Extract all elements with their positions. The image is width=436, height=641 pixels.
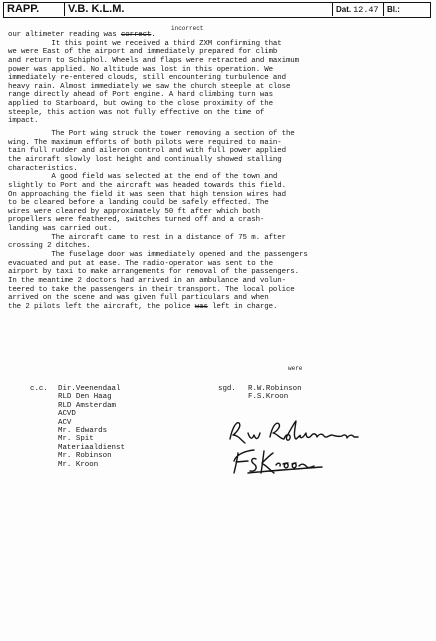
text-line (8, 303, 432, 312)
signatory (218, 385, 302, 393)
text-line (8, 91, 432, 100)
cc-recipient (30, 385, 125, 393)
signatory-name: R.W.Robinson (248, 385, 302, 393)
line-text: to be cleared before a landing could be safely effected. The (8, 199, 269, 208)
cc-recipients (30, 385, 125, 469)
page-field (383, 3, 429, 16)
line-text: airport by taxi to make arrangements for removal of the passengers. (8, 268, 299, 277)
line-text-after: left in charge. (207, 302, 278, 311)
line-text: characteristics. (8, 164, 78, 173)
cc-recipient (30, 444, 125, 452)
line-text: wing. The maximum efforts of both pilots were required to main- (8, 138, 282, 147)
cc-recipient (30, 435, 125, 443)
date-label: Dat. (336, 5, 352, 14)
signatory-name: F.S.Kroon (248, 393, 289, 402)
line-text: landing was carried out. (8, 225, 113, 234)
signed-names (218, 385, 302, 402)
recipient-name: RLD Den Haag (58, 393, 112, 402)
text-line (8, 40, 432, 49)
recipient-name: Dir.Veenendaal (58, 385, 121, 393)
text-line (8, 57, 432, 66)
cc-label: c.c. (30, 385, 48, 393)
line-text: steeple, this action was not fully effective on the time of (8, 108, 265, 117)
scan-edge-mark (0, 634, 80, 641)
text-line (8, 139, 432, 148)
text-line (8, 165, 432, 174)
text-line (8, 156, 432, 165)
signed-by-block (218, 385, 302, 402)
line-text: crossing 2 ditches. (8, 242, 91, 251)
recipient-name: ACVD (58, 410, 76, 419)
text-line (8, 225, 432, 234)
line-text: propellers were feathered, switches turned off and a crash- (8, 216, 265, 225)
text-line (8, 182, 432, 191)
cc-recipient (30, 393, 125, 401)
text-line (8, 74, 432, 83)
line-text: range directly ahead of Port engine. A hard climbing turn was (8, 91, 273, 100)
text-line (8, 66, 432, 75)
line-text: The fuselage door was immediately opened and the passengers (8, 251, 308, 260)
cc-recipient (30, 427, 125, 435)
line-text: evacuated and put at ease. The radio-operator was sent to the (8, 259, 273, 268)
recipient-name: Mr. Edwards (58, 426, 108, 435)
page-label: Bl.: (387, 5, 400, 14)
text-line (8, 251, 432, 260)
cc-recipient (30, 419, 125, 427)
line-text-after: . (151, 31, 156, 39)
text-line (8, 48, 432, 57)
text-line (8, 216, 432, 225)
recipient-name: RLD Amsterdam (58, 401, 117, 410)
text-line (8, 242, 432, 251)
line-text: teered to take the passengers in their transport. The local police (8, 285, 295, 294)
line-text: immediately re-entered clouds, still encountering turbulence and (8, 74, 286, 83)
line-text: tain full rudder and aileron control and with full power applied (8, 147, 286, 156)
recipient-name: ACV (58, 418, 72, 427)
report-body (8, 31, 432, 312)
cc-recipient (30, 402, 125, 410)
line-text: the aircraft slowly lost height and continually showed stalling (8, 155, 282, 164)
line-text: The Port wing struck the tower removing a section of the (8, 130, 295, 139)
line-text: and return to Schiphol. Wheels and flaps were retracted and maximum (8, 56, 299, 65)
line-text: wires were cleared by approximately 50 ft after which both (8, 207, 260, 216)
text-line (8, 234, 432, 243)
text-line (8, 286, 432, 295)
text-line (8, 130, 432, 139)
text-line (8, 260, 432, 269)
cc-recipient (30, 452, 125, 460)
line-text: On approaching the field it was seen that high tension wires had (8, 190, 286, 199)
text-line (8, 208, 432, 217)
line-text: In the meantime 2 doctors had arrived in an ambulance and volun- (8, 276, 286, 285)
text-line (8, 294, 432, 303)
cc-recipient (30, 461, 125, 469)
line-text: we were East of the airport and immediately prepared for climb (8, 48, 278, 57)
text-line (8, 173, 432, 182)
line-text: A good field was selected at the end of the town and (8, 173, 278, 182)
date-field (332, 3, 383, 16)
text-line (8, 268, 432, 277)
signatory (218, 393, 302, 401)
text-line (8, 117, 432, 126)
text-line (8, 83, 432, 92)
struck-word: was (194, 302, 208, 311)
text-line (8, 31, 432, 40)
recipient-name: Mr. Kroon (58, 460, 99, 469)
letterhead-box (3, 2, 431, 18)
line-text: slightly to Port and the aircraft was headed towards this field. (8, 181, 286, 190)
text-line (8, 277, 432, 286)
handwritten-insertion: incorrect (171, 25, 204, 32)
line-text: impact. (8, 117, 39, 126)
cc-recipient (30, 410, 125, 418)
text-line (8, 100, 432, 109)
handwritten-insertion: were (288, 365, 303, 372)
text-line (8, 199, 432, 208)
copy-list (30, 385, 125, 469)
text-line (8, 109, 432, 118)
line-text: heavy rain. Almost immediately we saw the church steeple at close (8, 82, 291, 91)
struck-word: correct (120, 31, 152, 39)
handwritten-signatures (226, 409, 366, 479)
signed-label: sgd. (218, 385, 236, 393)
line-text: power was applied. No altitude was lost in this operation. We (8, 65, 273, 74)
text-line (8, 191, 432, 200)
line-text: arrived on the scene and was given full particulars and when (8, 294, 269, 303)
report-label: RAPP. (7, 3, 40, 15)
organization-label: V.B. K.L.M. (64, 3, 332, 16)
line-text: The aircraft came to rest in a distance of 75 m. after (8, 233, 286, 242)
recipient-name: Mr. Spit (58, 435, 94, 444)
recipient-name: Materiaaldienst (58, 443, 125, 452)
signature-robinson (230, 421, 358, 443)
text-line (8, 147, 432, 156)
date-value: 12.47 (353, 5, 379, 15)
recipient-name: Mr. Robinson (58, 452, 112, 461)
line-text: applied to Starboard, but owing to the close proximity of the (8, 100, 273, 109)
line-text: our altimeter reading was (8, 31, 121, 39)
line-text: It this point we received a third ZXM confirming that (8, 39, 282, 48)
signature-kroon (234, 450, 322, 473)
line-text: the 2 pilots left the aircraft, the police (8, 302, 195, 311)
